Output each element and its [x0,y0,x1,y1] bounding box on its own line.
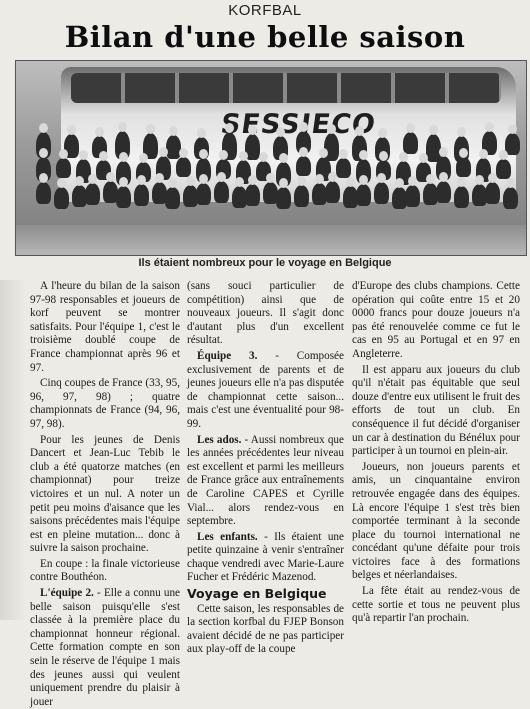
paragraph: Cette saison, les responsables de la section korfbal du FJEP Bonson avaient décidé de ne pas participer aux play-off de la coupe [187,602,344,656]
article-headline: Bilan d'une belle saison [64,20,466,54]
person-silhouette [356,184,371,206]
person-silhouette [436,181,451,203]
person-silhouette [456,157,471,177]
paragraph: A l'heure du bilan de la saison 97-98 responsables et joueurs de korf peuvent se montrer satisfaits. Pour l'équipe 1, c'est le troisième doublé coupe de France championnat après 96 et 97. [30,280,180,374]
paragraph-lead: L'équipe 2. [40,587,94,600]
person-silhouette [134,184,149,206]
person-silhouette [294,185,309,207]
paragraph [187,350,344,432]
paragraph [187,531,344,585]
paragraph [187,434,344,529]
person-silhouette [214,181,229,203]
person-silhouette [56,158,71,178]
paragraph: d'Europe des clubs champions. Cette opération qui coûte entre 15 et 20 0000 francs pour douze joueurs n'a pas été renouvelée comme ce fut le cas en 95 au Portugal et en 97 en Angleterre. [352,280,520,360]
paragraph [30,587,180,709]
person-silhouette [276,187,291,209]
column-2 [187,280,344,657]
person-silhouette [245,184,260,206]
paragraph: Joueurs, non joueurs parents et amis, un cinquantaine environ retrouvée engagée dans des équipes. Là encore l'équipe 1 s'est très bien comportée terminant à la seconde place du tournoi international ne concédant qu'une défaite pour trois victoires face à des formations belges et néerlandaises. [352,460,520,582]
person-silhouette [403,132,418,154]
person-silhouette [336,158,351,178]
paragraph: (sans souci particulier de compétition) ainsi que de nouveaux joueurs. Il s'agit donc d'autant plus d'un excellent résultat. [187,280,344,347]
person-silhouette [485,182,500,204]
ground [16,225,526,255]
person-silhouette [374,182,389,204]
person-silhouette [496,159,511,179]
paragraph-text: - Elle a connu une belle saison puisqu'elle s'est classée à la première place du championnat honneur régional. Cette formation compte en son sein le réserve de l'équipe 1 mais des jeunes aussi qui veulent uniquement prendre du plaisir à jouer [30,587,180,708]
photo-caption: Ils étaient nombreux pour le voyage en Belgique [138,257,392,269]
paragraph: En coupe : la finale victorieuse contre Bouthéon. [30,557,180,584]
subheading: Voyage en Belgique [187,586,327,602]
person-silhouette [165,187,180,209]
person-silhouette [503,187,518,209]
column-1 [30,280,180,709]
person-silhouette [116,186,131,208]
person-silhouette [325,181,340,203]
paragraph: La fête était au rendez-vous de cette sortie et tous ne peuvent plus qu'à repartir l'an prochain. [352,585,520,625]
paper-fold-shadow [0,280,26,620]
person-silhouette [54,187,69,209]
person-silhouette [454,186,469,208]
paragraph-text: - Aussi nombreux que les années précédentes leur niveau est excellent et parmi les meilleurs de France grâce aux entraînements de Caroline CAPES et Cyrille Vial... alors rendez-vous en septembre. [187,433,344,528]
section-label: KORFBAL [228,2,302,19]
column-3 [352,280,520,626]
person-silhouette [405,185,420,207]
person-silhouette [85,183,100,205]
paragraph: Cinq coupes de France (33, 95, 96, 97, 98) ; quatre championnats de France (94, 96, 97, 98). [30,377,180,430]
paragraph: Il est apparu aux joueurs du club qu'il n'était pas équitable que seul douze d'entre eux utilisent le fruit des efforts de tout un club. En conséquence il fut décidé d'organiser un car à destination du Bénélux pour participer à un tournoi en plein-air. [352,363,520,458]
person-silhouette [176,157,191,177]
paragraph-text: - Ils étaient une petite quinzaine à venir s'entraîner chaque vendredi avec Marie-Laure Fucher et Frédéric Mazenod. [187,530,344,584]
bus-windows [71,73,501,103]
paragraph-lead: Les ados. [197,433,242,446]
person-silhouette [196,183,211,205]
paragraph: Pour les jeunes de Denis Dancert et Jean-Luc Tebib le club a été quatorze matches (en championnat) pour treize victoires et un nul. A noter un petit peu moins d'aisance que les saisons précédentes mais l'équipe est en pleine mutation... donc à suivre la saison prochaine. [30,433,180,555]
paragraph-lead: Équipe 3. [197,349,258,362]
person-silhouette [296,156,311,176]
team-photo [15,60,527,256]
paragraph-lead: Les enfants. [197,530,258,543]
paragraph-text: - Composée exclusivement de parents et de jeunes joueurs elle n'a pas disputée de championnat cette saison... mais c'est une éventualité pour 98-99. [187,349,344,430]
person-silhouette [36,182,51,204]
